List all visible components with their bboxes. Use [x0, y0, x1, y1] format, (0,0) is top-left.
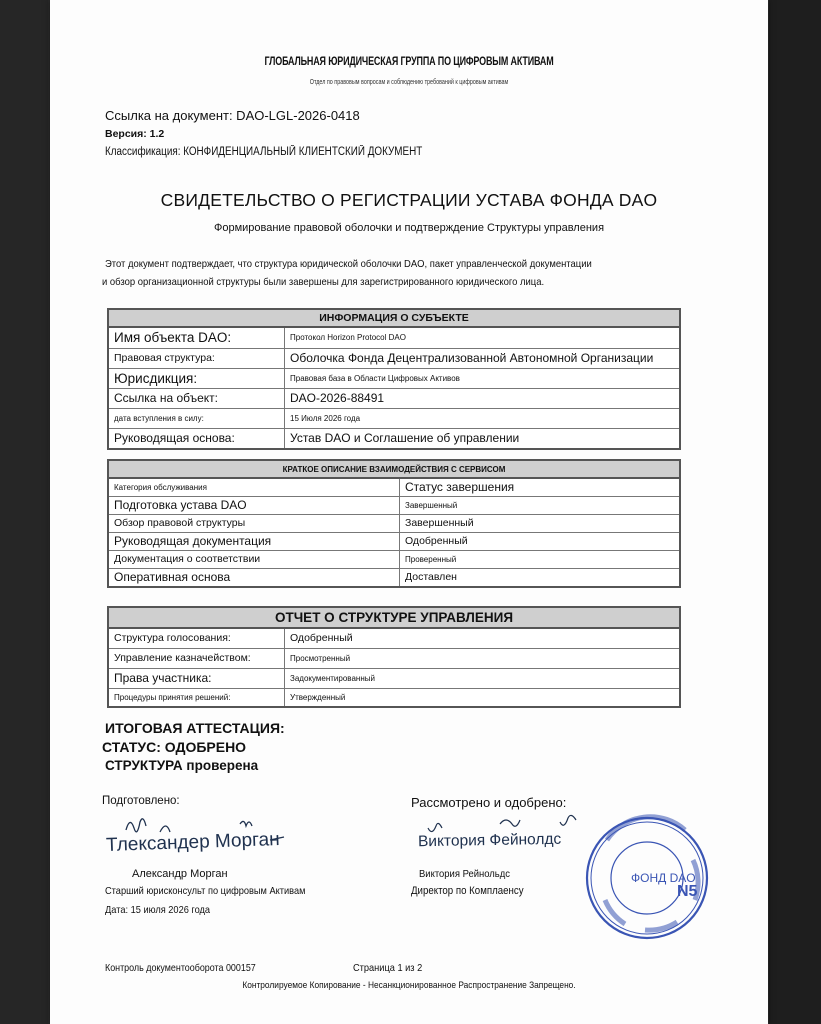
attestation-structure: СТРУКТУРА проверена [105, 758, 259, 773]
row-value: Правовая база в Области Цифровых Активов [285, 368, 681, 388]
row-label: Имя объекта DAO: [108, 327, 285, 348]
document-title: СВИДЕТЕЛЬСТВО О РЕГИСТРАЦИИ УСТАВА ФОНДА DAO [160, 190, 658, 210]
official-seal-stamp [585, 800, 715, 950]
row-label: Обзор правовой структуры [108, 514, 400, 532]
service-summary-table [107, 459, 681, 588]
table-row [108, 688, 680, 707]
preparer-role: Старший юрисконсульт по цифровым Активам [105, 885, 306, 897]
table-row [108, 532, 680, 550]
row-label: Правовая структура: [108, 348, 285, 368]
table-row [108, 514, 680, 532]
row-label: Руководящая документация [108, 532, 400, 550]
table-row [108, 368, 680, 388]
row-label: Подготовка устава DAO [108, 496, 400, 514]
row-label: Юрисдикция: [108, 368, 285, 388]
table-row [108, 550, 680, 568]
row-label: Руководящая основа: [108, 428, 285, 449]
row-label: Ссылка на объект: [108, 388, 285, 408]
row-value: Просмотренный [285, 648, 681, 668]
document-reference: Ссылка на документ: DAO-LGL-2026-0418 [105, 108, 360, 123]
reviewer-name: Виктория Рейнольдс [419, 868, 510, 880]
table-row [108, 428, 680, 449]
seal-number: N5 [677, 883, 698, 900]
table-row [108, 408, 680, 428]
row-label: Оперативная основа [108, 568, 400, 587]
document-control-number: Контроль документооборота 000157 [105, 962, 256, 974]
row-value: Одобренный [400, 532, 681, 550]
reviewer-signature: Виктория Фейнолдс [417, 830, 562, 851]
row-label: Процедуры принятия решений: [108, 688, 285, 707]
document-version: Версия: 1.2 [105, 128, 165, 140]
table-row [108, 668, 680, 688]
row-value: Оболочка Фонда Децентрализованной Автономной Организации [285, 348, 681, 368]
governance-heading: ОТЧЕТ О СТРУКТУРЕ УПРАВЛЕНИЯ [108, 607, 680, 628]
row-label: Права участника: [108, 668, 285, 688]
row-value: Устав DAO и Соглашение об управлении [285, 428, 681, 449]
seal-center-text: ФОНД DAO [631, 871, 696, 885]
prepared-by-label: Подготовлено: [102, 795, 180, 807]
reviewer-role: Директор по Комплаенсу [411, 885, 524, 897]
row-label: Документация о соответствии [108, 550, 400, 568]
row-value: Задокументированный [285, 668, 681, 688]
copy-control-notice: Контролируемое Копирование - Несанкционированное Распространение Запрещено. [242, 980, 576, 991]
reviewed-by-label: Рассмотрено и одобрено: [411, 795, 567, 810]
row-value: Доставлен [400, 568, 681, 587]
row-label: дата вступления в силу: [108, 408, 285, 428]
subject-info-table [107, 308, 681, 450]
table-row [108, 388, 680, 408]
row-value: Утвержденный [285, 688, 681, 707]
viewer-background-left [0, 0, 48, 1024]
row-label: Управление казначейством: [108, 648, 285, 668]
column-header-status: Статус завершения [400, 478, 681, 496]
table-row [108, 327, 680, 348]
document-subtitle: Формирование правовой оболочки и подтверждение Структуры управления [213, 222, 605, 234]
row-value: Одобренный [285, 628, 681, 648]
service-summary-heading: КРАТКОЕ ОПИСАНИЕ ВЗАИМОДЕЙСТВИЯ С СЕРВИСОМ [108, 460, 680, 478]
row-value: DAO-2026-88491 [285, 388, 681, 408]
table-row [108, 568, 680, 587]
row-value: 15 Июля 2026 года [285, 408, 681, 428]
intro-line-1: Этот документ подтверждает, что структура юридической оболочки DAO, пакет управленческой документации [105, 258, 592, 270]
attestation-status: СТАТУС: ОДОБРЕНО [102, 739, 247, 755]
preparer-signature: Тлександер Морган [105, 828, 281, 857]
row-value: Завершенный [400, 514, 681, 532]
row-value: Протокол Horizon Protocol DAO [285, 327, 681, 348]
table-row [108, 648, 680, 668]
table-row [108, 628, 680, 648]
preparer-name: Александр Морган [132, 868, 228, 880]
preparer-date: Дата: 15 июля 2026 года [105, 904, 211, 916]
intro-line-2: и обзор организационной структуры были завершены для зарегистрированного юридического лица. [102, 276, 545, 288]
organization-name: ГЛОБАЛЬНАЯ ЮРИДИЧЕСКАЯ ГРУППА ПО ЦИФРОВЫМ АКТИВАМ [264, 56, 554, 68]
organization-department: Отдел по правовым вопросам и соблюдению требований к цифровым активам [309, 77, 509, 86]
column-header-category: Категория обслуживания [108, 478, 400, 496]
governance-table [107, 606, 681, 708]
attestation-title: ИТОГОВАЯ АТТЕСТАЦИЯ: [105, 720, 285, 736]
subject-info-heading: ИНФОРМАЦИЯ О СУБЪЕКТЕ [108, 309, 680, 327]
document-page [50, 0, 768, 1024]
table-row [108, 496, 680, 514]
page-number: Страница 1 из 2 [353, 962, 423, 974]
document-classification: Классификация: КОНФИДЕНЦИАЛЬНЫЙ КЛИЕНТСКИЙ ДОКУМЕНТ [105, 146, 423, 158]
row-label: Структура голосования: [108, 628, 285, 648]
table-row [108, 348, 680, 368]
row-value: Завершенный [400, 496, 681, 514]
row-value: Проверенный [400, 550, 681, 568]
table-header-row [108, 478, 680, 496]
viewer-background-right [769, 0, 821, 1024]
